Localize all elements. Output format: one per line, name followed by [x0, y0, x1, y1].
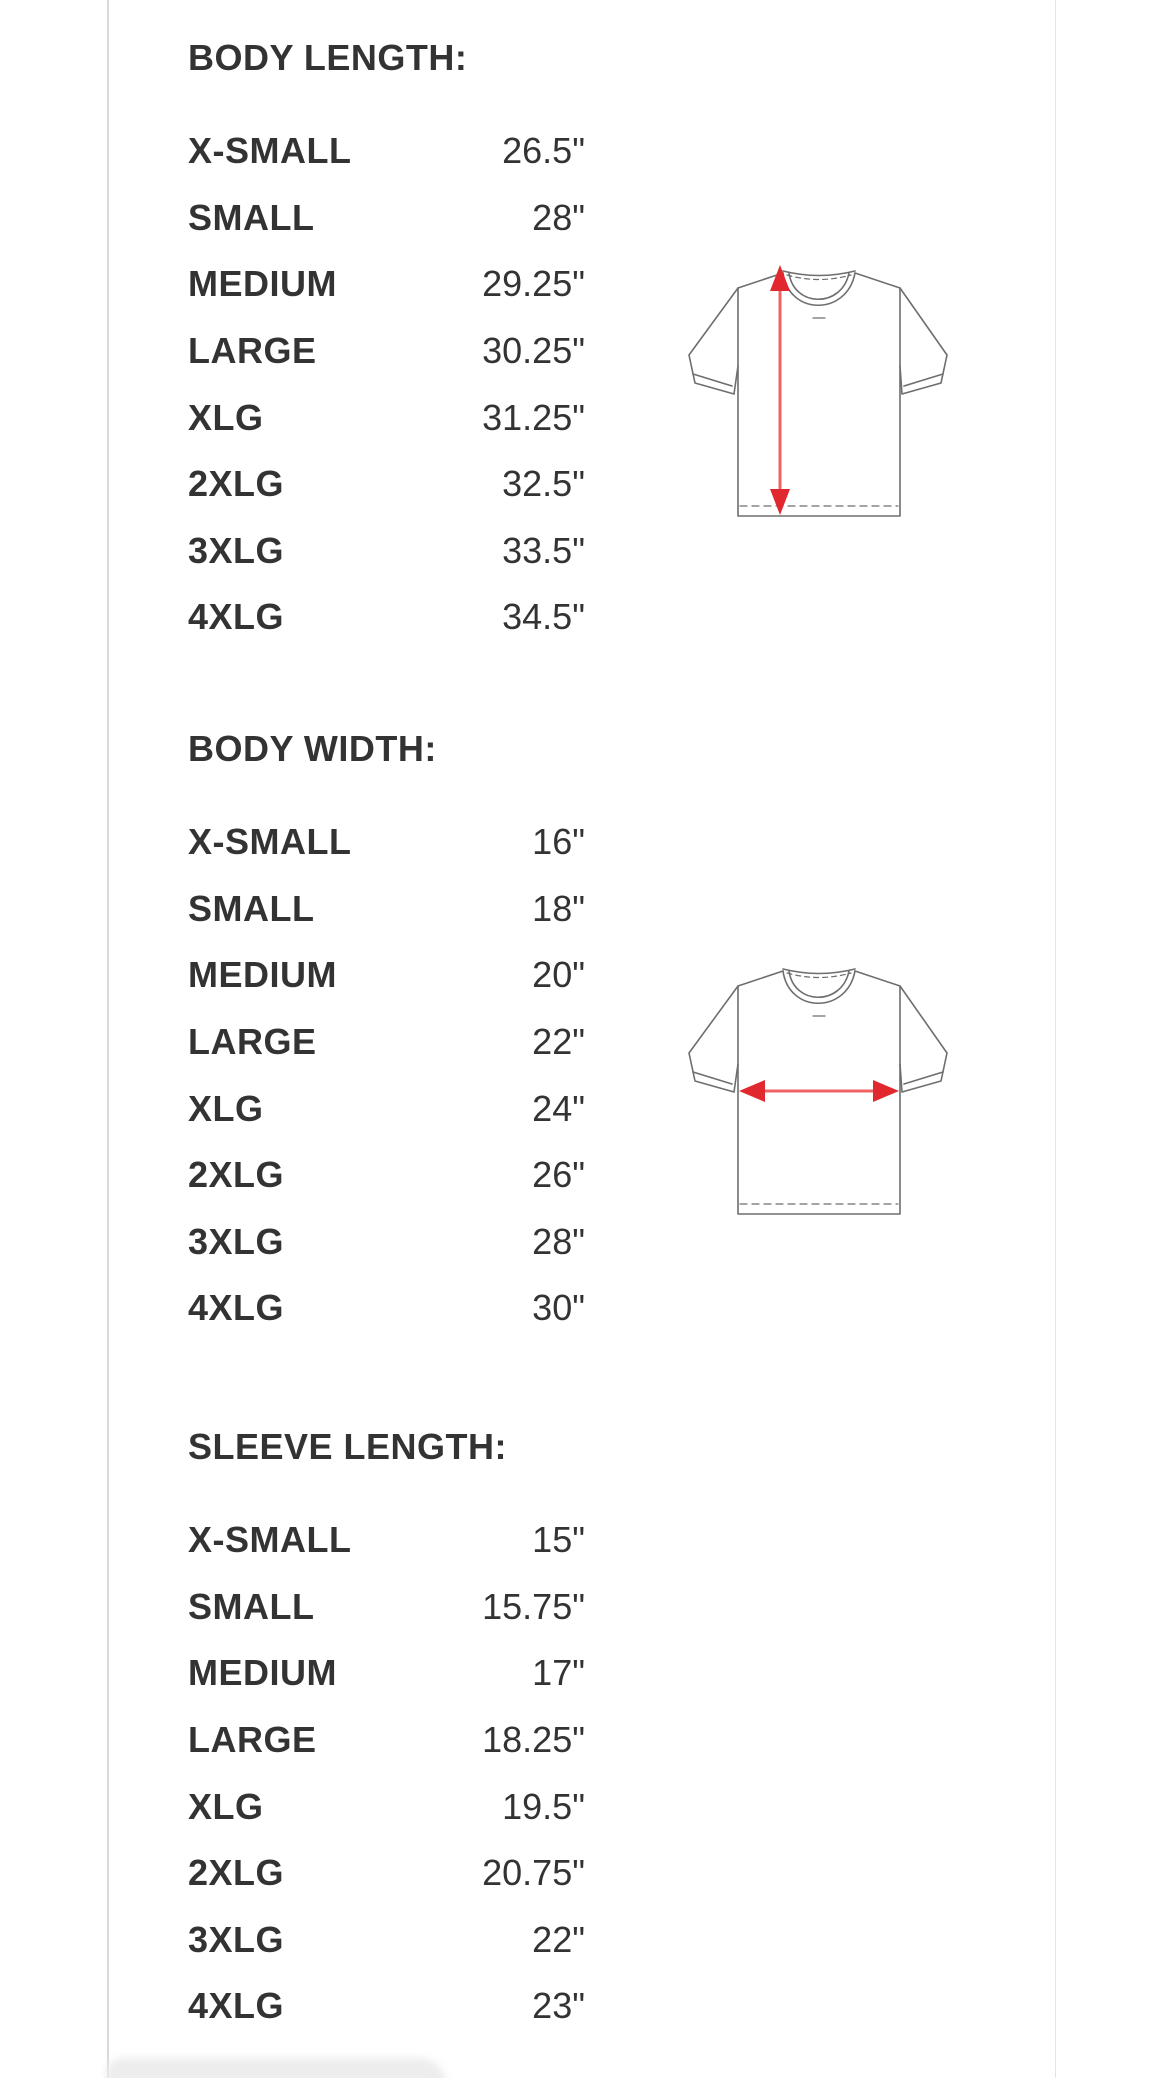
size-row [188, 1640, 585, 1707]
size-value: 34.5" [502, 596, 585, 638]
size-value: 28" [532, 196, 585, 238]
size-row [188, 451, 585, 518]
size-label: X-SMALL [188, 130, 352, 172]
size-value: 20" [532, 954, 585, 996]
size-value: 33.5" [502, 529, 585, 571]
size-value: 19.5" [502, 1785, 585, 1827]
size-label: 2XLG [188, 463, 285, 505]
size-row [188, 1773, 585, 1840]
size-rows [188, 1507, 585, 2040]
size-row [188, 384, 585, 451]
section-title: SLEEVE LENGTH: [188, 1426, 508, 1467]
size-value: 20.75" [482, 1852, 585, 1894]
size-label: 3XLG [188, 1918, 285, 1960]
section-title: BODY LENGTH: [188, 37, 468, 78]
size-row [188, 1507, 585, 1574]
left-border-rule [107, 0, 109, 2078]
size-value: 22" [532, 1020, 585, 1062]
size-value: 26.5" [502, 130, 585, 172]
size-row [188, 1009, 585, 1076]
size-label: 2XLG [188, 1154, 285, 1196]
size-value: 15" [532, 1519, 585, 1561]
size-row [188, 1075, 585, 1142]
size-label: X-SMALL [188, 821, 352, 863]
size-value: 32.5" [502, 463, 585, 505]
size-label: 2XLG [188, 1852, 285, 1894]
size-row [188, 876, 585, 943]
size-label: X-SMALL [188, 1519, 352, 1561]
tshirt-body-width-diagram [680, 958, 956, 1218]
size-value: 29.25" [482, 263, 585, 305]
size-value: 28" [532, 1220, 585, 1262]
size-value: 18" [532, 887, 585, 929]
tshirt-body-length-diagram [680, 260, 956, 520]
size-row [188, 118, 585, 185]
bottom-overlay-shadow [106, 2058, 446, 2078]
measure-arrow-horizontal-icon [739, 1080, 899, 1102]
size-label: 4XLG [188, 1985, 285, 2027]
size-label: 3XLG [188, 1220, 285, 1262]
size-row [188, 809, 585, 876]
size-value: 26" [532, 1154, 585, 1196]
size-row [188, 1906, 585, 1973]
size-label: MEDIUM [188, 1652, 337, 1694]
right-border-rule [1055, 0, 1056, 2078]
size-label: 4XLG [188, 596, 285, 638]
size-value: 16" [532, 821, 585, 863]
size-label: XLG [188, 1087, 264, 1129]
size-row [188, 251, 585, 318]
size-row [188, 1707, 585, 1774]
size-value: 30.25" [482, 329, 585, 371]
section-body-width [188, 727, 585, 1329]
size-label: 3XLG [188, 529, 285, 571]
size-row [188, 1208, 585, 1275]
section-body-length [188, 36, 585, 638]
size-label: LARGE [188, 1020, 317, 1062]
size-row [188, 942, 585, 1009]
size-value: 22" [532, 1918, 585, 1960]
section-sleeve-length [188, 1425, 585, 2027]
size-row [188, 1574, 585, 1641]
size-row [188, 1973, 585, 2040]
size-rows [188, 118, 585, 651]
size-row [188, 584, 585, 651]
size-value: 17" [532, 1652, 585, 1694]
size-label: LARGE [188, 1718, 317, 1760]
size-value: 18.25" [482, 1718, 585, 1760]
size-value: 15.75" [482, 1585, 585, 1627]
size-label: 4XLG [188, 1287, 285, 1329]
size-value: 31.25" [482, 396, 585, 438]
section-title: BODY WIDTH: [188, 728, 437, 769]
size-label: LARGE [188, 329, 317, 371]
size-row [188, 1840, 585, 1907]
size-label: XLG [188, 396, 264, 438]
size-label: SMALL [188, 1585, 315, 1627]
size-rows [188, 809, 585, 1342]
size-label: MEDIUM [188, 954, 337, 996]
size-row [188, 517, 585, 584]
size-row [188, 1142, 585, 1209]
size-label: MEDIUM [188, 263, 337, 305]
size-row [188, 1275, 585, 1342]
size-label: SMALL [188, 196, 315, 238]
size-row [188, 318, 585, 385]
size-value: 24" [532, 1087, 585, 1129]
size-row [188, 185, 585, 252]
size-value: 23" [532, 1985, 585, 2027]
size-label: XLG [188, 1785, 264, 1827]
size-value: 30" [532, 1287, 585, 1329]
measure-arrow-vertical-icon [770, 265, 790, 515]
size-label: SMALL [188, 887, 315, 929]
